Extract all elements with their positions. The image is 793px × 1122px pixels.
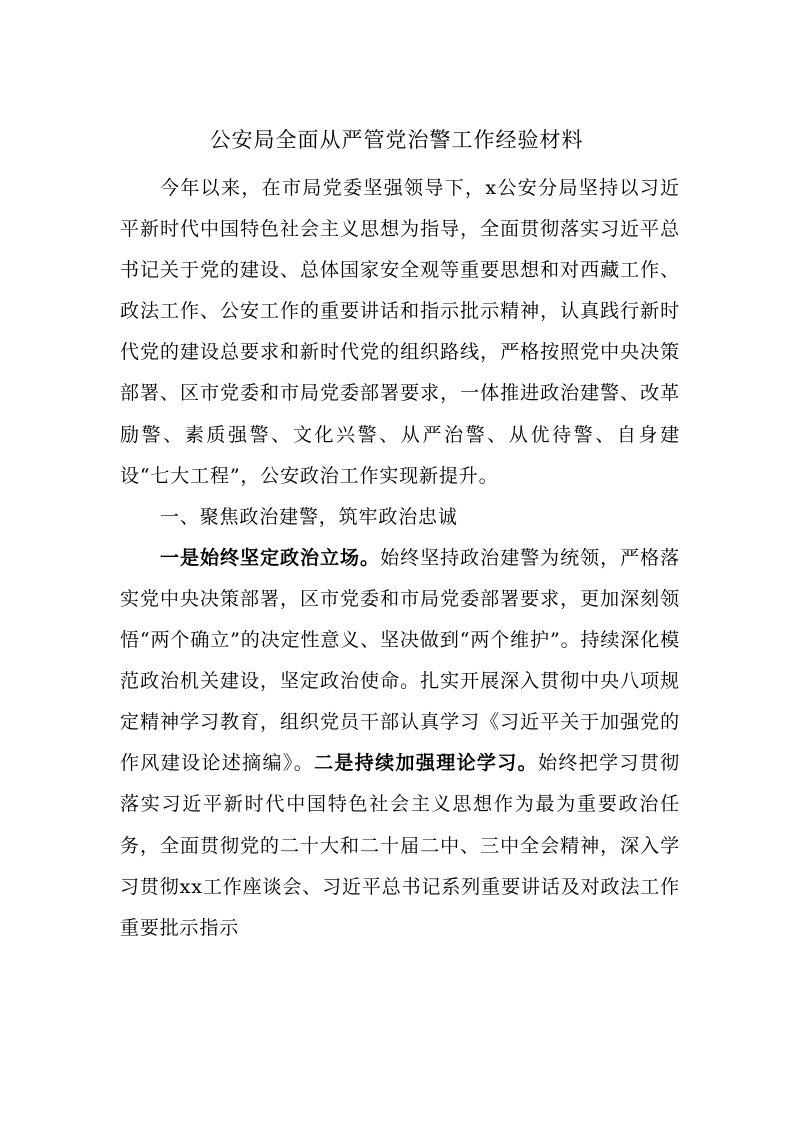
section-heading: 一、聚焦政治建警，筑牢政治忠诚 (160, 505, 458, 528)
item-2-text: 始终把学习贯彻落实习近平新时代中国特色社会主义思想作为最为重要政治任务，全面贯彻党的二十大和二十届二中、三中全会精神，深入学习贯彻xx工作座谈会、习近平总书记系列重要讲话及对政法工作重要批示指示 (120, 752, 680, 939)
item-1-lead: 一是始终坚定政治立场。 (160, 546, 381, 569)
document-body (120, 168, 680, 949)
intro-paragraph: 今年以来，在市局党委坚强领导下，x公安分局坚持以习近平新时代中国特色社会主义思想为指导，全面贯彻落实习近平总书记关于党的建设、总体国家安全观等重要思想和对西藏工作、政法工作、公安工作的重要讲话和指示批示精神，认真践行新时代党的建设总要求和新时代党的组织路线，严格按照党中央决策部署、区市党委和市局党委部署要求，一体推进政治建警、改革励警、素质强警、文化兴警、从严治警、从优待警、自身建设“七大工程”，公安政治工作实现新提升。 (120, 177, 680, 487)
item-2-lead: 二是持续加强理论学习。 (314, 752, 538, 775)
item-1-text: 始终坚持政治建警为统领，严格落实党中央决策部署，区市党委和市局党委部署要求，更加深刻领悟“两个确立”的决定性意义、坚决做到“两个维护”。持续深化模范政治机关建设，坚定政治使命。扎实开展深入贯彻中央八项规定精神学习教育，组织党员干部认真学习《习近平关于加强党的作风建设论述摘编》。 (120, 546, 680, 775)
document-title: 公安局全面从严管党治警工作经验材料 (209, 128, 584, 152)
section-paragraph (120, 538, 680, 949)
